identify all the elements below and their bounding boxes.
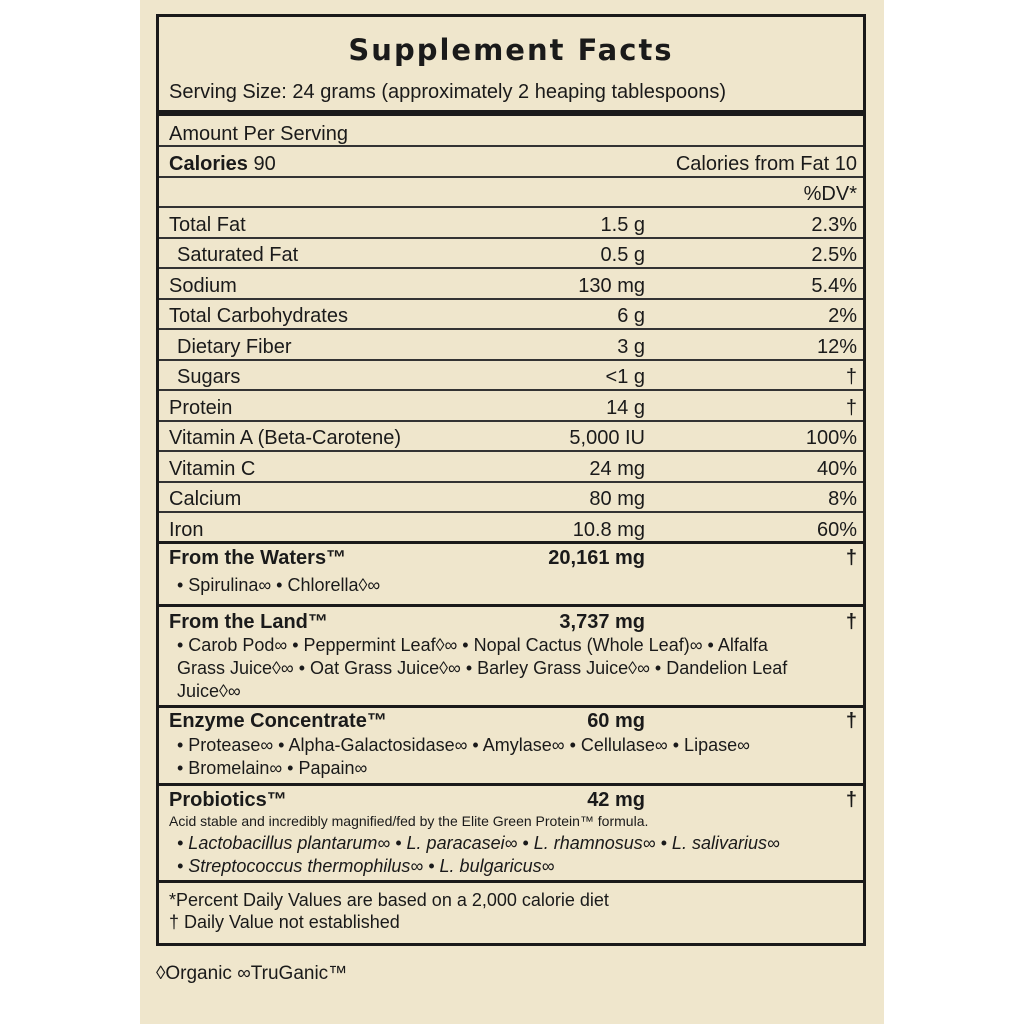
footnote-dagger: † Daily Value not established [169, 912, 400, 932]
calories-from-fat: Calories from Fat 10 [675, 153, 857, 175]
symbol-legend: ◊Organic ∞TruGanic™ [156, 963, 348, 984]
thick-divider [159, 110, 863, 116]
nutrient-row [159, 454, 863, 484]
nutrient-amount: 6 g [617, 305, 645, 327]
divider [159, 176, 863, 178]
divider [159, 541, 863, 544]
nutrient-amount: 0.5 g [600, 244, 645, 266]
nutrient-name: Vitamin C [169, 458, 256, 480]
nutrient-row [159, 240, 863, 270]
divider [159, 389, 863, 391]
calories-row [159, 149, 863, 179]
nutrient-row [159, 210, 863, 240]
nutrient-amount: 5,000 IU [569, 427, 645, 449]
nutrient-dv: 8% [828, 488, 857, 510]
amount-per-serving: Amount Per Serving [169, 123, 348, 145]
nutrient-amount: 3 g [617, 336, 645, 358]
blend-amount: 3,737 mg [559, 611, 645, 633]
blend-amount: 20,161 mg [548, 547, 645, 569]
blend-ingredients: • Carob Pod∞ • Peppermint Leaf◊∞ • Nopal Cactus (Whole Leaf)∞ • Alfalfa [177, 635, 768, 655]
nutrient-name: Protein [169, 397, 233, 419]
nutrient-amount: 24 mg [589, 458, 645, 480]
nutrient-dv: 2% [828, 305, 857, 327]
footnote-dv: *Percent Daily Values are based on a 2,000 calorie diet [169, 890, 609, 910]
blend-amount: 60 mg [587, 710, 645, 732]
nutrient-row [159, 332, 863, 362]
blend-ingredients: • Streptococcus thermophilus∞ • L. bulgaricus∞ [177, 856, 555, 876]
nutrient-name: Sugars [177, 366, 241, 388]
divider [159, 604, 863, 607]
dv-header: %DV* [803, 183, 857, 205]
nutrient-amount: 1.5 g [600, 214, 645, 236]
nutrient-dv: 60% [816, 519, 857, 541]
divider [159, 481, 863, 483]
blend-ingredients: • Bromelain∞ • Papain∞ [177, 758, 368, 778]
blend-name: Enzyme Concentrate™ [169, 710, 387, 732]
blend-name: From the Land™ [169, 611, 328, 633]
blend-note: Acid stable and incredibly magnified/fed by the Elite Green Protein™ formula. [169, 813, 649, 829]
nutrient-dv: 5.4% [811, 275, 857, 297]
divider [159, 145, 863, 147]
nutrient-dv: 100% [805, 427, 857, 449]
divider [159, 783, 863, 786]
dv-header-row [159, 179, 863, 209]
serving-size: Serving Size: 24 grams (approximately 2 heaping tablespoons) [169, 81, 726, 103]
divider [159, 880, 863, 883]
nutrient-dv: † [845, 397, 857, 419]
divider [159, 420, 863, 422]
nutrient-amount: <1 g [605, 366, 645, 388]
divider [159, 705, 863, 708]
calories-label: Calories [169, 153, 248, 175]
blend-dv: † [845, 710, 857, 732]
nutrient-name: Dietary Fiber [177, 336, 292, 358]
divider [159, 298, 863, 300]
panel-title: Supplement Facts [348, 33, 674, 67]
divider [159, 206, 863, 208]
nutrient-amount: 10.8 mg [572, 519, 645, 541]
nutrient-name: Saturated Fat [177, 244, 299, 266]
nutrient-name: Total Carbohydrates [169, 305, 348, 327]
nutrient-name: Sodium [169, 275, 237, 297]
nutrient-amount: 80 mg [589, 488, 645, 510]
blend-dv: † [845, 611, 857, 633]
nutrient-row [159, 362, 863, 392]
divider [159, 511, 863, 513]
nutrient-dv: 12% [816, 336, 857, 358]
supplement-facts-panel [156, 14, 866, 946]
blend-ingredients: Grass Juice◊∞ • Oat Grass Juice◊∞ • Barley Grass Juice◊∞ • Dandelion Leaf [177, 658, 788, 678]
nutrient-dv: 40% [816, 458, 857, 480]
nutrient-dv: † [845, 366, 857, 388]
nutrient-row [159, 484, 863, 514]
nutrient-name: Iron [169, 519, 204, 541]
divider [159, 359, 863, 361]
nutrient-row [159, 301, 863, 331]
nutrient-name: Total Fat [169, 214, 246, 236]
divider [159, 328, 863, 330]
blend-ingredients: • Protease∞ • Alpha-Galactosidase∞ • Amylase∞ • Cellulase∞ • Lipase∞ [177, 735, 750, 755]
calories-value: 90 [253, 153, 276, 175]
nutrient-row [159, 423, 863, 453]
blend-amount: 42 mg [587, 789, 645, 811]
blend-ingredients: Juice◊∞ [177, 681, 241, 701]
blend-ingredients: • Lactobacillus plantarum∞ • L. paracasei∞ • L. rhamnosus∞ • L. salivarius∞ [177, 833, 780, 853]
nutrient-dv: 2.5% [811, 244, 857, 266]
nutrient-name: Calcium [169, 488, 242, 510]
nutrient-row [159, 271, 863, 301]
blend-name: From the Waters™ [169, 547, 347, 569]
nutrient-amount: 130 mg [578, 275, 645, 297]
divider [159, 450, 863, 452]
divider [159, 237, 863, 239]
nutrient-row [159, 393, 863, 423]
nutrient-name: Vitamin A (Beta-Carotene) [169, 427, 401, 449]
divider [159, 267, 863, 269]
blend-name: Probiotics™ [169, 789, 287, 811]
nutrient-amount: 14 g [606, 397, 645, 419]
nutrient-dv: 2.3% [811, 214, 857, 236]
blend-dv: † [845, 789, 857, 811]
blend-ingredients: • Spirulina∞ • Chlorella◊∞ [177, 575, 381, 595]
blend-dv: † [845, 547, 857, 569]
